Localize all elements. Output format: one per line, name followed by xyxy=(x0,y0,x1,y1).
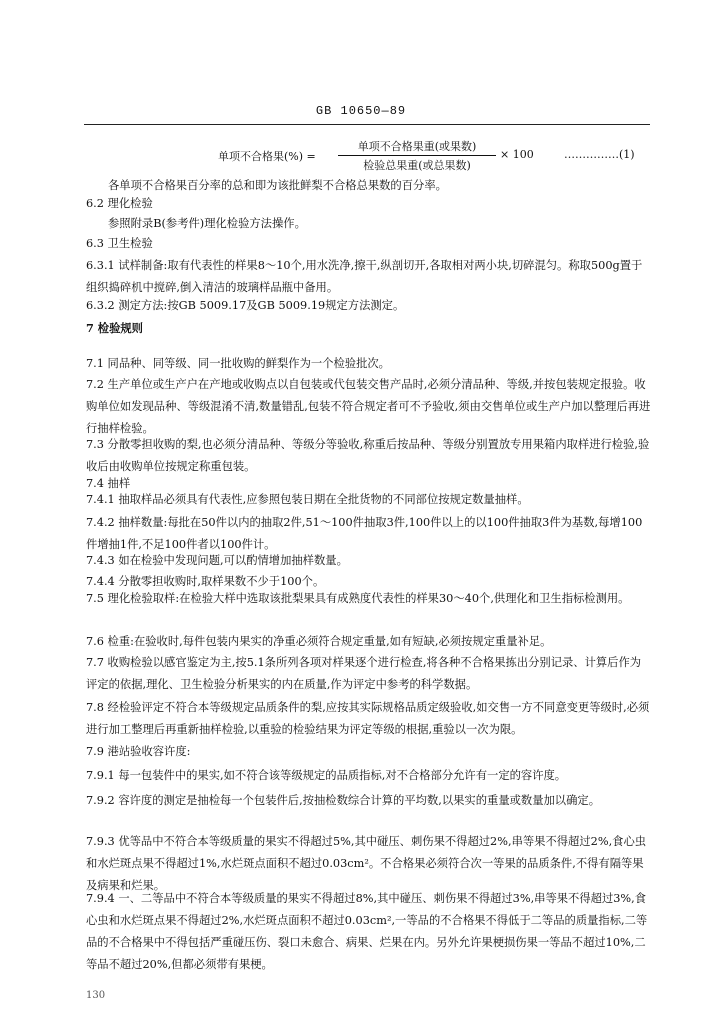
formula-numerator: 单项不合格果重(或果数) xyxy=(338,138,496,156)
paragraph-line: 6.3.2 测定方法:按GB 5009.17及GB 5009.19规定方法测定。 xyxy=(86,299,405,312)
paragraph-line: 7.5 理化检验取样:在检验大样中选取该批梨果具有成熟度代表性的样果30～40个,供理化和卫生指标检测用。 xyxy=(86,592,630,605)
formula-left: 单项不合格果(%) = xyxy=(218,150,316,163)
paragraph-line: 7.2 生产单位或生产户在产地或收购点以自包装或代包装交售产品时,必须分清品种、等级,并按包装规定报验。收购单位如发现品种、等级混淆不清,数量错乱,包装不符合规定者可不予验收,须由交售单位或生产户加以整理后再进行抽样检验。 xyxy=(86,378,651,435)
paragraph-line: 7.4.2 抽样数量:每批在50件以内的抽取2件,51～100件抽取3件,100件以上的以100件抽取3件为基数,每增100件增抽1件,不足100件者以100件计。 xyxy=(86,516,643,551)
paragraph-line: 6.3.1 试样制备:取有代表性的样果8～10个,用水洗净,擦干,纵剖切开,各取相对两小块,切碎混匀。称取500g置于组织捣碎机中搅碎,倒入清洁的玻璃样品瓶中备用。 xyxy=(86,259,643,294)
paragraph-line: 7.9.2 容许度的测定是抽检每一个包装件后,按抽检数综合计算的平均数,以果实的重量或数量加以确定。 xyxy=(86,794,600,807)
standard-number-header: GB 10650—89 xyxy=(315,104,407,118)
header-rule xyxy=(84,124,650,125)
paragraph-line: 7.3 分散零担收购的梨,也必须分清品种、等级分等验收,称重后按品种、等级分别置放专用果箱内取样进行检验,验收后由收购单位按规定称重包装。 xyxy=(86,438,650,473)
paragraph-line: 7.9.4 一、二等品中不符合本等级质量的果实不得超过8%,其中碰压、刺伤果不得超过3%,串等果不得超过3%,食心虫和水烂斑点果不得超过2%,水烂斑点面积不超过0.03cm²,一等品的不合格果不得低于二等品的质量指标,二等品的不合格果中不得包括严重碰压伤、裂口未愈合、病果、烂果在内。另外允许果梗损伤果一等品不超过10%,二等品不超过20%,但都必须带有果梗。 xyxy=(86,892,648,971)
paragraph-line: 7.7 收购检验以感官鉴定为主,按5.1条所列各项对样果逐个进行检查,将各种不合格果拣出分别记录、计算后作为评定的依据,理化、卫生检验分析果实的内在质量,作为评定中参考的科学数据。 xyxy=(86,656,642,691)
page-number: 130 xyxy=(86,990,106,1001)
formula-reference: ……………(1) xyxy=(564,148,635,161)
paragraph-line: 7.9.3 优等品中不符合本等级质量的果实不得超过5%,其中碰压、刺伤果不得超过2%,串等果不得超过2%,食心虫和水烂斑点果不得超过1%,水烂斑点面积不超过0.03cm²。不合格果必须符合次一等果的品质条件,不得有隔等果及病果和烂果。 xyxy=(86,835,647,892)
formula-denominator: 检验总果重(或总果数) xyxy=(363,159,471,172)
paragraph-line: 7.9.1 每一包装件中的果实,如不符合该等级规定的品质指标,对不合格部分允许有一定的容许度。 xyxy=(86,769,567,782)
section-heading: 7 检验规则 xyxy=(86,321,143,335)
paragraph-line: 7.9 港站验收容许度: xyxy=(86,745,191,758)
paragraph-line: 参照附录B(参考件)理化检验方法操作。 xyxy=(108,217,306,230)
formula-multiplier: × 100 xyxy=(500,148,534,161)
paragraph-line: 6.2 理化检验 xyxy=(86,197,153,210)
paragraph-line: 7.1 同品种、同等级、同一批收购的鲜梨作为一个检验批次。 xyxy=(86,357,390,370)
paragraph-line: 6.3 卫生检验 xyxy=(86,237,153,250)
formula-fraction xyxy=(338,138,496,173)
paragraph-line: 各单项不合格果百分率的总和即为该批鲜梨不合格总果数的百分率。 xyxy=(108,179,447,192)
formula-1 xyxy=(218,138,658,172)
paragraph-line: 7.6 检重:在验收时,每件包装内果实的净重必须符合规定重量,如有短缺,必须按规定重量补足。 xyxy=(86,635,552,648)
paragraph-line: 7.4.1 抽取样品必须具有代表性,应参照包装日期在全批货物的不同部位按规定数量抽样。 xyxy=(86,493,529,506)
paragraph-line: 7.4.3 如在检验中发现问题,可以酌情增加抽样数量。 xyxy=(86,554,348,567)
paragraph-line: 7.8 经检验评定不符合本等级规定品质条件的梨,应按其实际规格品质定级验收,如交售一方不同意变更等级时,必须进行加工整理后再重新抽样检验,以重验的检验结果为评定等级的根据,重验以一次为限。 xyxy=(86,701,650,736)
paragraph-line: 7.4.4 分散零担收购时,取样果数不少于100个。 xyxy=(86,575,325,588)
paragraph-line: 7.4 抽样 xyxy=(86,477,131,490)
